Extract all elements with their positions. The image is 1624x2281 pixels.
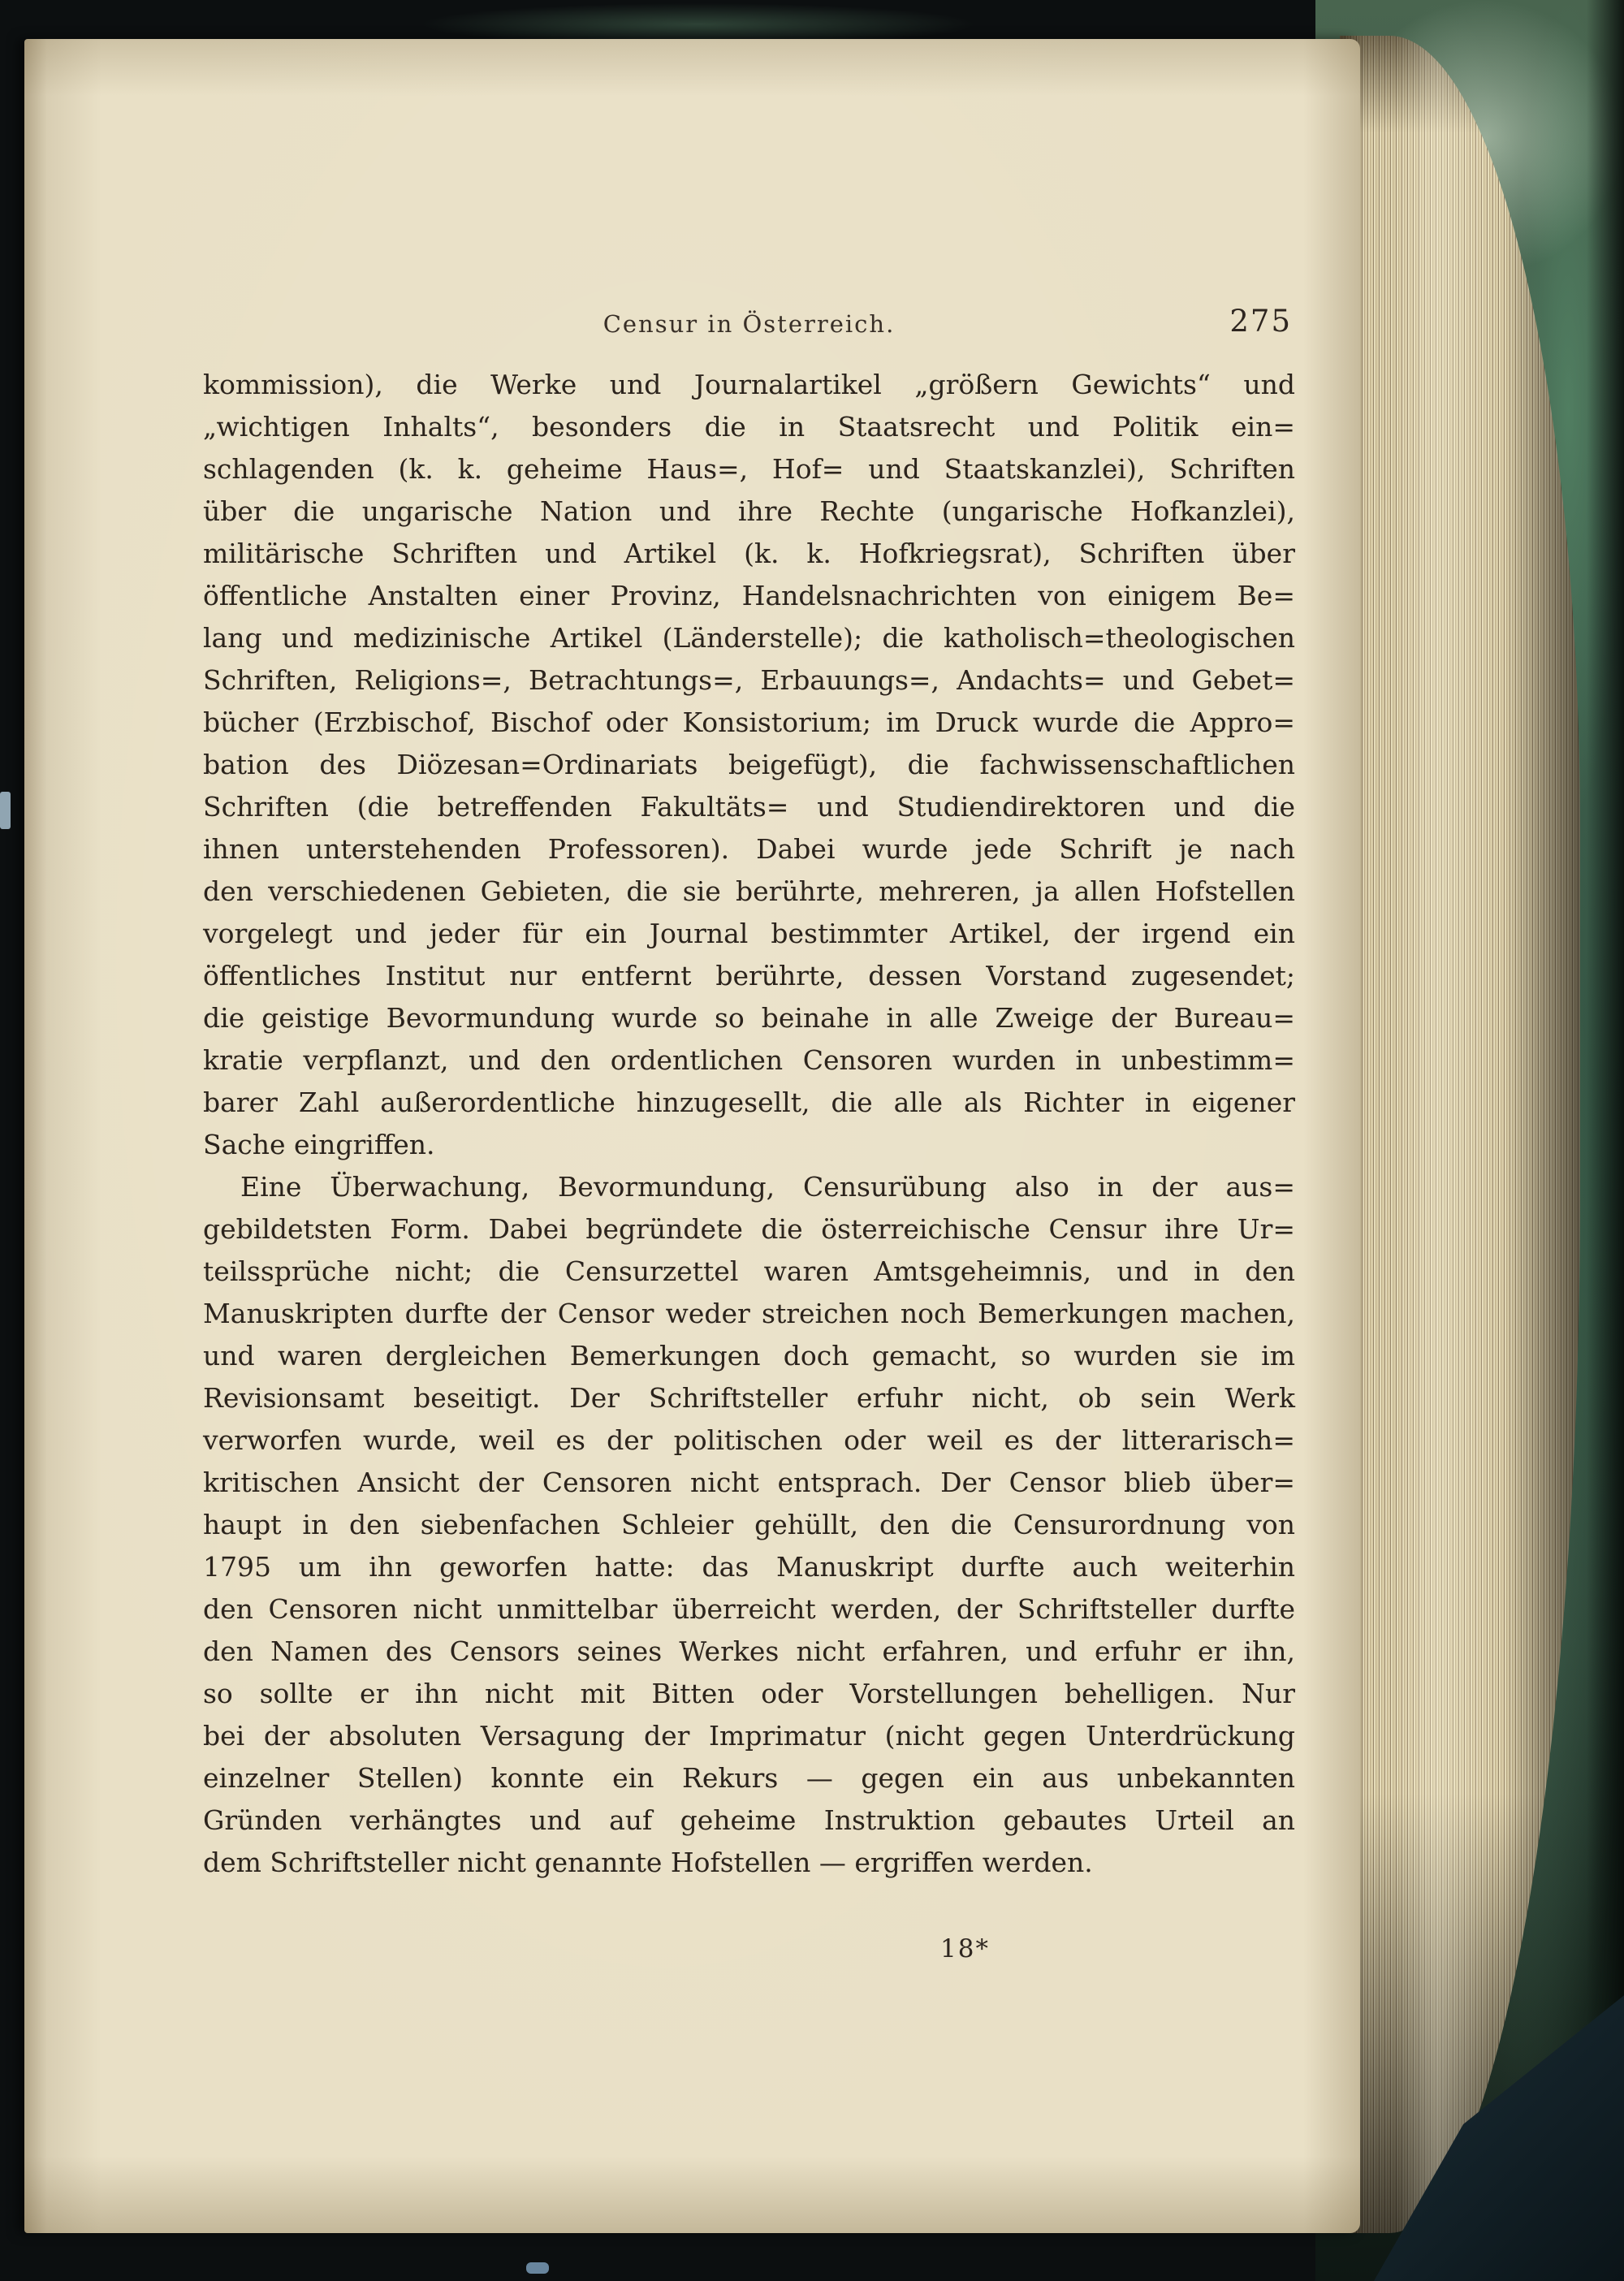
text-line: den verschiedenen Gebieten, die sie berührte, mehreren, ja allen Hofstellen [203, 875, 1295, 907]
text-line: die geistige Bevormundung wurde so beinahe in alle Zweige der Bureau= [203, 1002, 1295, 1034]
text-line: schlagenden (k. k. geheime Haus=, Hof= und Staatskanzlei), Schriften [203, 453, 1295, 485]
text-line: dem Schriftsteller nicht genannte Hofstellen — ergriffen werden. [203, 1847, 1093, 1878]
text-line: militärische Schriften und Artikel (k. k. Hofkriegsrat), Schriften über [203, 538, 1295, 569]
text-line: kritischen Ansicht der Censoren nicht entsprach. Der Censor blieb über= [203, 1467, 1295, 1498]
body-text [203, 364, 1295, 1884]
text-line: ihnen unterstehenden Professoren). Dabei wurde jede Schrift je nach [203, 833, 1295, 865]
text-line: teilssprüche nicht; die Censurzettel waren Amtsgeheimnis, und in den [203, 1255, 1295, 1287]
text-line: Eine Überwachung, Bevormundung, Censurübung also in der aus= [240, 1171, 1295, 1203]
scan-artifact [0, 792, 11, 829]
text-line: Manuskripten durfte der Censor weder streichen noch Bemerkungen machen, [203, 1298, 1295, 1329]
text-line: über die ungarische Nation und ihre Rechte (ungarische Hofkanzlei), [203, 495, 1295, 527]
signature-mark: 18* [940, 1934, 990, 1963]
text-line: kratie verpflanzt, und den ordentlichen Censoren wurden in unbestimm= [203, 1044, 1295, 1076]
page-number: 275 [1229, 304, 1292, 339]
text-line: den Namen des Censors seines Werkes nicht erfahren, und erfuhr er ihn, [203, 1635, 1295, 1667]
text-line: öffentliche Anstalten einer Provinz, Handelsnachrichten von einigem Be= [203, 580, 1295, 611]
book-page [24, 39, 1360, 2233]
text-line: verworfen wurde, weil es der politischen oder weil es der litterarisch= [203, 1424, 1295, 1456]
paragraph [203, 1166, 1295, 1884]
text-line: Schriften, Religions=, Betrachtungs=, Erbauungs=, Andachts= und Gebet= [203, 664, 1295, 696]
text-line: bücher (Erzbischof, Bischof oder Konsistorium; im Druck wurde die Appro= [203, 706, 1295, 738]
text-line: bei der absoluten Versagung der Imprimatur (nicht gegen Unterdrückung [203, 1720, 1295, 1752]
text-line: barer Zahl außerordentliche hinzugesellt, die alle als Richter in eigener [203, 1086, 1295, 1118]
text-line: bation des Diözesan=Ordinariats beigefügt), die fachwissenschaftlichen [203, 749, 1295, 780]
text-line: haupt in den siebenfachen Schleier gehüllt, den die Censurordnung von [203, 1509, 1295, 1540]
text-line: den Censoren nicht unmittelbar überreicht werden, der Schriftsteller durfte [203, 1593, 1295, 1625]
paragraph [203, 364, 1295, 1166]
text-line: so sollte er ihn nicht mit Bitten oder Vorstellungen behelligen. Nur [203, 1678, 1295, 1709]
text-line: Gründen verhängtes und auf geheime Instruktion gebautes Urteil an [203, 1804, 1295, 1836]
text-line: vorgelegt und jeder für ein Journal bestimmter Artikel, der irgend ein [203, 918, 1295, 949]
text-line: öffentliches Institut nur entfernt berührte, dessen Vorstand zugesendet; [203, 960, 1295, 991]
text-line: und waren dergleichen Bemerkungen doch gemacht, so wurden sie im [203, 1340, 1295, 1372]
running-header [203, 304, 1295, 344]
text-line: „wichtigen Inhalts“, besonders die in Staatsrecht und Politik ein= [203, 411, 1295, 443]
text-line: einzelner Stellen) konnte ein Rekurs — gegen ein aus unbekannten [203, 1762, 1295, 1794]
running-header-title: Censur in Österreich. [603, 310, 896, 338]
text-line: gebildetsten Form. Dabei begründete die österreichische Censur ihre Ur= [203, 1213, 1295, 1245]
text-line: kommission), die Werke und Journalartikel „größern Gewichts“ und [203, 369, 1295, 400]
text-line: Schriften (die betreffenden Fakultäts= und Studiendirektoren und die [203, 791, 1295, 823]
text-line: Sache eingriffen. [203, 1129, 435, 1160]
scan-artifact [526, 2262, 549, 2274]
text-line: Revisionsamt beseitigt. Der Schriftsteller erfuhr nicht, ob sein Werk [203, 1382, 1295, 1414]
text-line: 1795 um ihn geworfen hatte: das Manuskript durfte auch weiterhin [203, 1551, 1295, 1583]
text-line: lang und medizinische Artikel (Länderstelle); die katholisch=theologischen [203, 622, 1295, 654]
